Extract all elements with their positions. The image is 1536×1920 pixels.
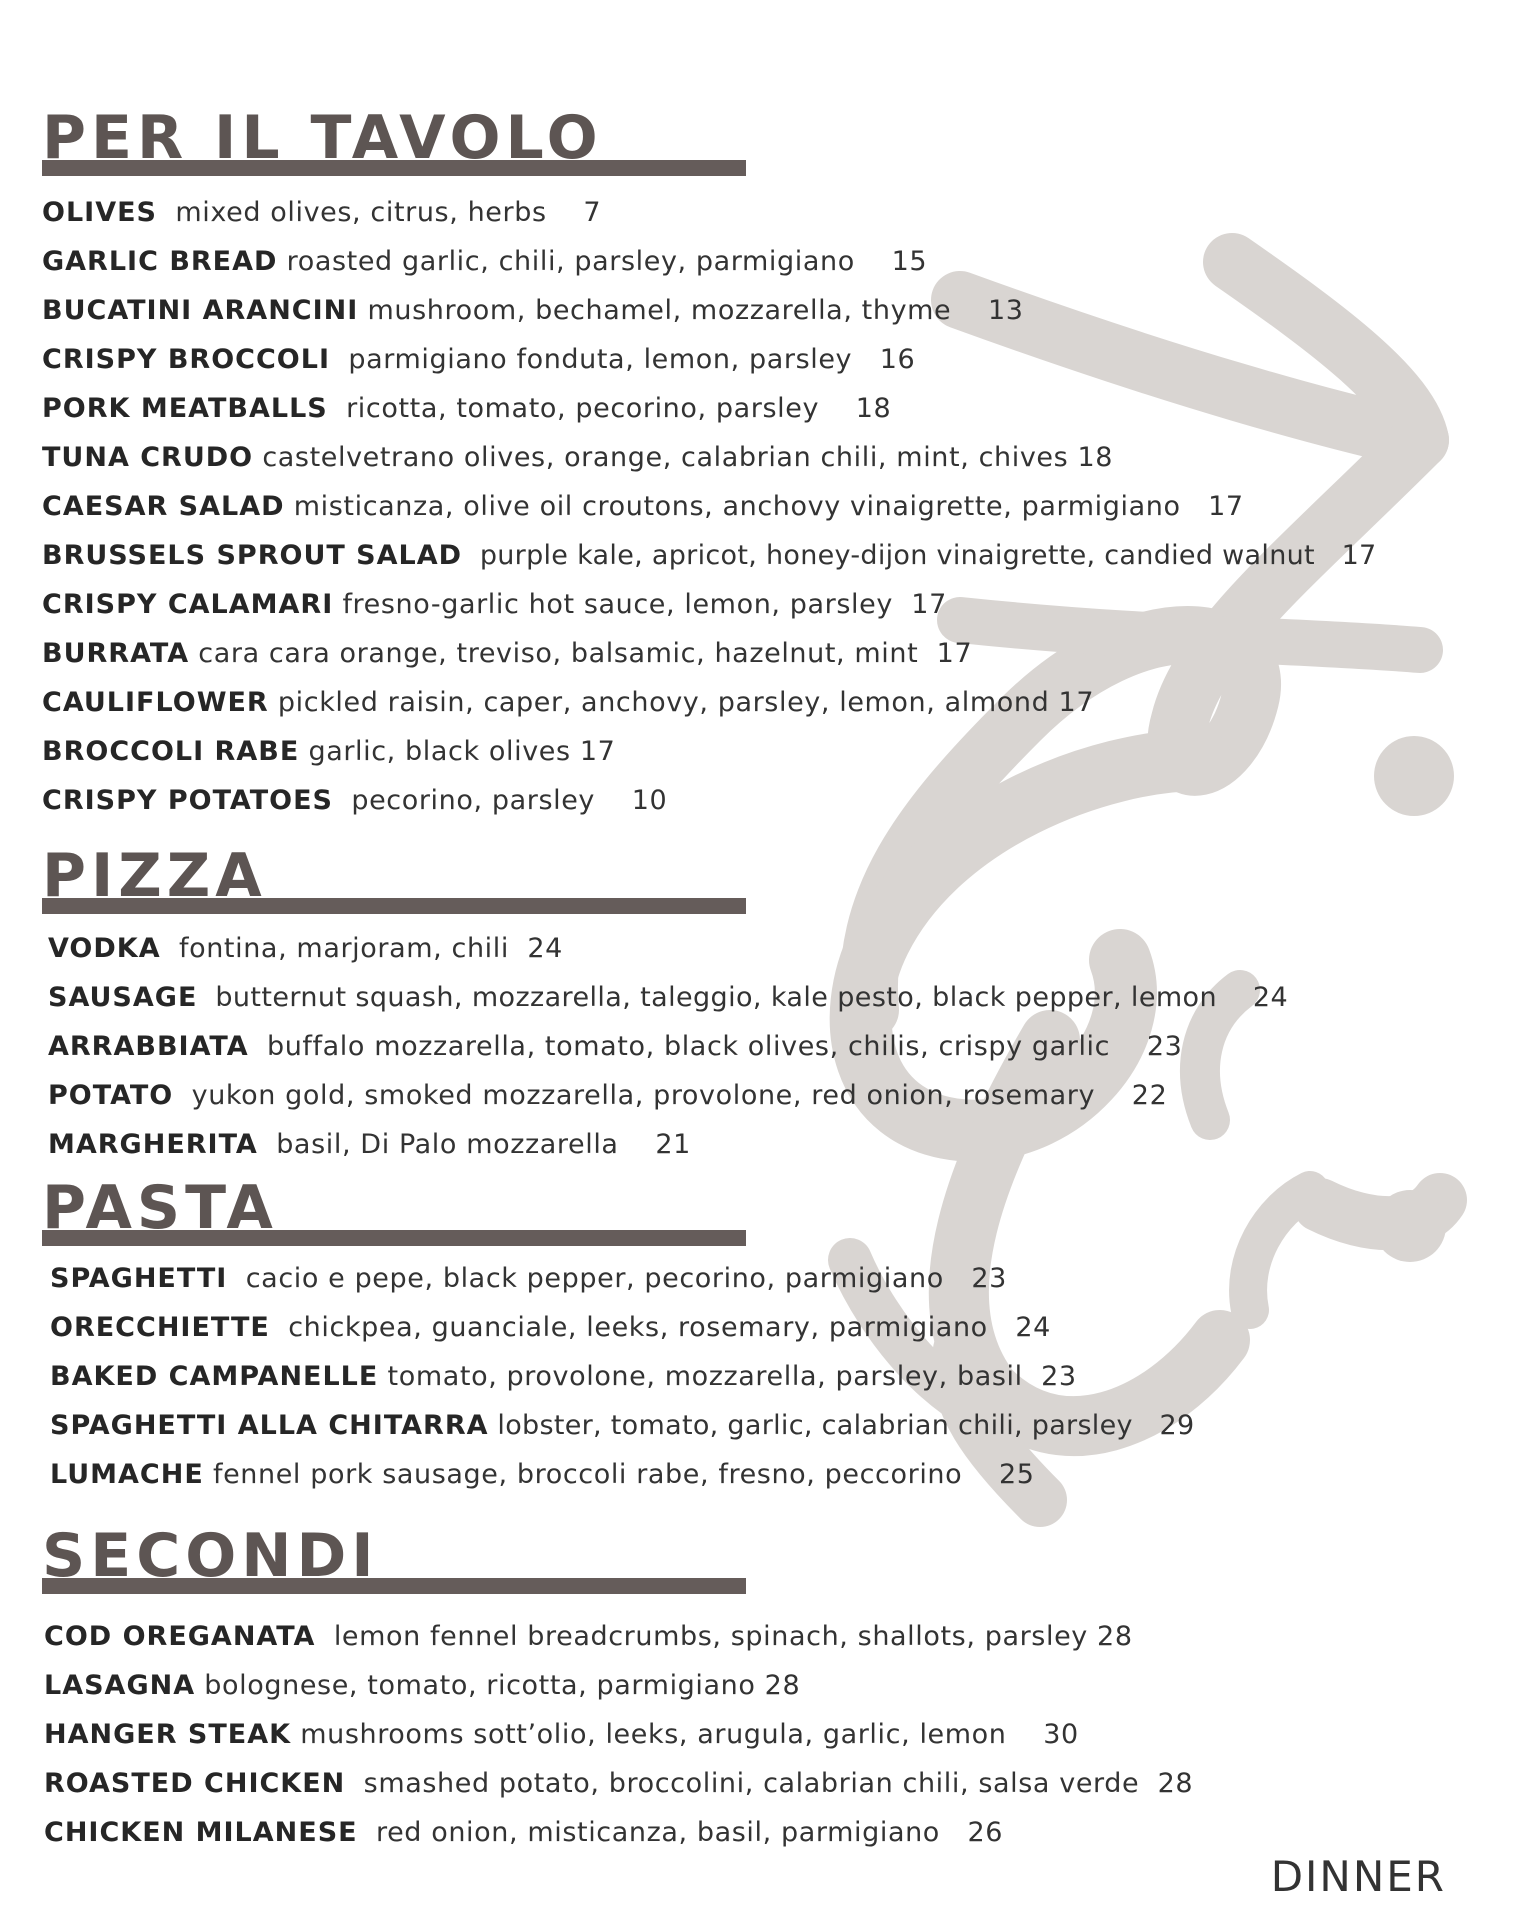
item-description: basil, Di Palo mozzarella [276, 1129, 619, 1160]
menu-item [50, 1254, 1194, 1303]
item-description: ricotta, tomato, pecorino, parsley [346, 393, 820, 424]
menu-item [48, 1022, 1288, 1071]
menu-item [50, 1450, 1194, 1499]
menu-item [50, 1352, 1194, 1401]
item-price: 18 [855, 393, 892, 424]
menu-type-label: DINNER [1270, 1852, 1446, 1901]
item-name: VODKA [48, 933, 161, 964]
item-description: fresno-garlic hot sauce, lemon, parsley [342, 589, 893, 620]
item-description: lemon fennel breadcrumbs, spinach, shallots, parsley [333, 1621, 1088, 1652]
item-description: pickled raisin, caper, anchovy, parsley, lemon, almond [277, 687, 1050, 718]
item-name: BRUSSELS SPROUT SALAD [42, 540, 463, 571]
menu-item [42, 776, 1377, 825]
item-description: cara cara orange, treviso, balsamic, hazelnut, mint [198, 638, 919, 669]
item-name: SAUSAGE [48, 982, 198, 1013]
item-name: CHICKEN MILANESE [44, 1817, 358, 1848]
item-description: misticanza, olive oil croutons, anchovy vinaigrette, parmigiano [293, 491, 1181, 522]
item-price: 23 [1041, 1361, 1077, 1392]
item-price: 18 [1077, 442, 1114, 473]
menu-item [44, 1759, 1193, 1808]
item-description: mushroom, bechamel, mozzarella, thyme [367, 295, 952, 326]
item-description: yukon gold, smoked mozzarella, provolone, red onion, rosemary [191, 1080, 1096, 1111]
menu-item-list [42, 1612, 1193, 1857]
menu-item [42, 286, 1377, 335]
menu-item [42, 580, 1377, 629]
item-description: mushrooms sott’olio, leeks, arugula, garlic, lemon [300, 1719, 1007, 1750]
menu-item-list [42, 188, 1377, 825]
item-name: MARGHERITA [48, 1129, 258, 1160]
item-name: POTATO [48, 1080, 174, 1111]
item-price: 28 [1157, 1768, 1194, 1799]
item-price: 23 [971, 1263, 1007, 1294]
section-title: PER IL TAVOLO [42, 103, 603, 173]
section-pizza [42, 841, 1289, 1169]
item-price: 17 [1341, 540, 1377, 571]
menu-item [42, 188, 1377, 237]
item-price: 28 [1097, 1621, 1133, 1652]
item-price: 7 [583, 197, 602, 228]
menu-item [42, 384, 1377, 433]
item-price: 24 [1015, 1312, 1051, 1343]
item-price: 21 [655, 1129, 691, 1160]
menu-item [48, 924, 1288, 973]
item-name: OLIVES [42, 197, 157, 228]
item-description: red onion, misticanza, basil, parmigiano [375, 1817, 940, 1848]
menu-item-list [42, 924, 1288, 1169]
menu-item [42, 433, 1377, 482]
item-price: 17 [911, 589, 947, 620]
item-name: COD OREGANATA [44, 1621, 316, 1652]
item-description: tomato, provolone, mozzarella, parsley, basil [387, 1361, 1023, 1392]
menu-item [48, 973, 1288, 1022]
section-title: PASTA [42, 1173, 278, 1243]
item-price: 10 [631, 785, 668, 816]
item-name: LUMACHE [50, 1459, 204, 1490]
item-name: CAULIFLOWER [42, 687, 269, 718]
menu-item [42, 629, 1377, 678]
item-price: 17 [1208, 491, 1244, 522]
item-description: buffalo mozzarella, tomato, black olives, chilis, crispy garlic [266, 1031, 1111, 1062]
item-price: 22 [1131, 1080, 1168, 1111]
menu-item [48, 1071, 1288, 1120]
item-name: ROASTED CHICKEN [44, 1768, 346, 1799]
item-name: BROCCOLI RABE [42, 736, 300, 767]
item-description: mixed olives, citrus, herbs [175, 197, 547, 228]
item-description: purple kale, apricot, honey-dijon vinaigrette, candied walnut [479, 540, 1315, 571]
item-price: 16 [879, 344, 916, 375]
item-description: roasted garlic, chili, parsley, parmigiano [286, 246, 855, 277]
item-price: 25 [998, 1459, 1035, 1490]
item-price: 29 [1159, 1410, 1195, 1441]
item-description: castelvetrano olives, orange, calabrian chili, mint, chives [262, 442, 1069, 473]
item-description: parmigiano fonduta, lemon, parsley [348, 344, 853, 375]
item-price: 15 [891, 246, 928, 277]
item-name: PORK MEATBALLS [42, 393, 328, 424]
item-price: 24 [1252, 982, 1289, 1013]
item-name: TUNA CRUDO [42, 442, 254, 473]
item-price: 28 [764, 1670, 801, 1701]
item-description: cacio e pepe, black pepper, pecorino, parmigiano [245, 1263, 944, 1294]
menu-item [44, 1661, 1193, 1710]
menu-item [42, 335, 1377, 384]
section-title: PIZZA [42, 841, 267, 911]
item-description: fontina, marjoram, chili [178, 933, 509, 964]
item-price: 17 [579, 736, 616, 767]
item-name: ORECCHIETTE [50, 1312, 270, 1343]
item-price: 13 [988, 295, 1024, 326]
section-per-il-tavolo [42, 103, 1377, 825]
item-name: CRISPY POTATOES [42, 785, 333, 816]
item-name: BAKED CAMPANELLE [50, 1361, 379, 1392]
item-name: CRISPY CALAMARI [42, 589, 334, 620]
item-description: chickpea, guanciale, leeks, rosemary, parmigiano [288, 1312, 988, 1343]
item-name: ARRABBIATA [48, 1031, 249, 1062]
item-name: CAESAR SALAD [42, 491, 285, 522]
item-name: SPAGHETTI [50, 1263, 228, 1294]
item-price: 24 [527, 933, 563, 964]
item-name: SPAGHETTI ALLA CHITARRA [50, 1410, 489, 1441]
item-price: 23 [1146, 1031, 1183, 1062]
item-name: LASAGNA [44, 1670, 196, 1701]
section-title: SECONDI [42, 1521, 379, 1591]
menu-item [42, 237, 1377, 286]
menu-item [50, 1401, 1194, 1450]
item-name: HANGER STEAK [44, 1719, 292, 1750]
item-description: garlic, black olives [308, 736, 571, 767]
item-description: butternut squash, mozzarella, taleggio, kale pesto, black pepper, lemon [215, 982, 1217, 1013]
item-price: 17 [936, 638, 973, 669]
item-description: fennel pork sausage, broccoli rabe, fresno, peccorino [212, 1459, 963, 1490]
item-price: 30 [1043, 1719, 1079, 1750]
item-name: BURRATA [42, 638, 190, 669]
item-name: CRISPY BROCCOLI [42, 344, 330, 375]
menu-item [44, 1710, 1193, 1759]
menu-item [44, 1612, 1193, 1661]
menu-item [44, 1808, 1193, 1857]
menu-item [48, 1120, 1288, 1169]
menu-item [42, 482, 1377, 531]
menu-item [42, 531, 1377, 580]
menu-item [42, 727, 1377, 776]
item-price: 17 [1058, 687, 1095, 718]
item-name: BUCATINI ARANCINI [42, 295, 359, 326]
section-secondi [42, 1521, 1194, 1857]
section-pasta [42, 1173, 1195, 1499]
menu-item-list [42, 1254, 1194, 1499]
menu-item [42, 678, 1377, 727]
item-description: pecorino, parsley [351, 785, 595, 816]
item-price: 26 [967, 1817, 1004, 1848]
item-name: GARLIC BREAD [42, 246, 278, 277]
menu-item [50, 1303, 1194, 1352]
item-description: smashed potato, broccolini, calabrian chili, salsa verde [363, 1768, 1140, 1799]
item-description: bolognese, tomato, ricotta, parmigiano [204, 1670, 756, 1701]
item-description: lobster, tomato, garlic, calabrian chili, parsley [497, 1410, 1133, 1441]
